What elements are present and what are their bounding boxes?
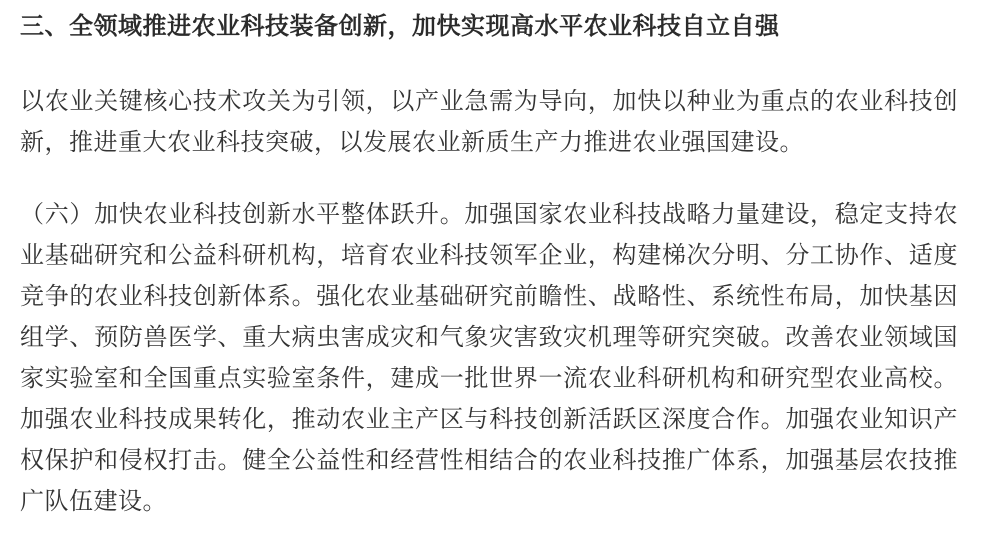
- paragraph-intro: 以农业关键核心技术攻关为引领，以产业急需为导向，加快以种业为重点的农业科技创新，推进重大农业科技突破，以发展农业新质生产力推进农业强国建设。: [20, 88, 958, 156]
- section-heading: 三、全领域推进农业科技装备创新，加快实现高水平农业科技自立自强: [20, 13, 780, 40]
- paragraph-item-six: （六）加快农业科技创新水平整体跃升。加强国家农业科技战略力量建设，稳定支持农业基础研究和公益科研机构，培育农业科技领军企业，构建梯次分明、分工协作、适度竞争的农业科技创新体系。强化农业基础研究前瞻性、战略性、系统性布局，加快基因组学、预防兽医学、重大病虫害成灾和气象灾害致灾机理等研究突破。改善农业领域国家实验室和全国重点实验室条件，建成一批世界一流农业科研机构和研究型农业高校。加强农业科技成果转化，推动农业主产区与科技创新活跃区深度合作。加强农业知识产权保护和侵权打击。健全公益性和经营性相结合的农业科技推广体系，加强基层农技推广队伍建设。: [20, 201, 958, 515]
